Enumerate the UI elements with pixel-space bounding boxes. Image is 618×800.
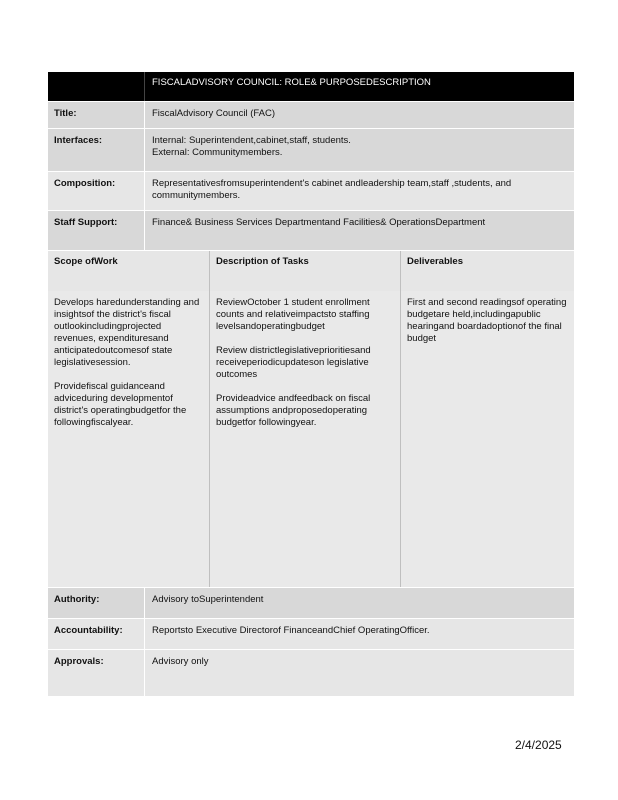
work-columns	[48, 251, 574, 587]
approvals-row	[48, 650, 574, 697]
interfaces-external: External: Communitymembers.	[152, 147, 283, 158]
approvals-value: Advisory only	[152, 656, 209, 667]
scope-header: Scope ofWork	[48, 251, 209, 291]
interfaces-internal: Internal: Superintendent,cabinet,staff, students.	[152, 135, 351, 146]
scope-column	[48, 251, 209, 587]
composition-row	[48, 172, 574, 211]
tasks-paragraph-1: ReviewOctober 1 student enrollment counts and relativeimpactsto staffing levelsandoperatingbudget	[216, 297, 370, 332]
authority-label: Authority:	[48, 588, 145, 618]
staff-support-label: Staff Support:	[48, 211, 145, 250]
deliverables-header: Deliverables	[401, 251, 574, 291]
deliverables-body	[401, 291, 574, 587]
scope-paragraph-1: Develops haredunderstanding and insightsof the district's fiscal outlookincludingprojected revenues, expendituresand anticipatedoutcomesof state legislativesession.	[54, 297, 200, 368]
staff-support-value: Finance& Business Services Departmentand Facilities& OperationsDepartment	[152, 217, 486, 228]
title-label: Title:	[48, 102, 145, 128]
authority-row	[48, 587, 574, 619]
deliverables-paragraph-1: First and second readingsof operating budgetare held,includingapublic hearingand boardadoptionof the final budget	[407, 297, 567, 344]
approvals-label: Approvals:	[48, 650, 145, 696]
tasks-header: Description of Tasks	[210, 251, 400, 291]
deliverables-column	[400, 251, 574, 587]
scope-body	[48, 291, 209, 587]
composition-label: Composition:	[48, 172, 145, 210]
staff-support-row	[48, 211, 574, 251]
footer-date: 2/4/2025	[515, 738, 562, 752]
tasks-paragraph-2: Review districtlegislativeprioritiesand receiveperiodicupdateson legislative outcomes	[216, 345, 371, 380]
header-blank-cell	[48, 72, 145, 101]
tasks-body	[210, 291, 400, 587]
tasks-paragraph-3: Provideadvice andfeedback on fiscal assumptions andproposedoperating budgetfor followingyear.	[216, 393, 371, 428]
accountability-label: Accountability:	[48, 619, 145, 649]
accountability-value: Reportsto Executive Directorof FinanceandChief OperatingOfficer.	[152, 625, 430, 636]
interfaces-value	[145, 129, 574, 171]
header-row	[48, 72, 574, 102]
role-description-table	[48, 72, 574, 697]
title-value: FiscalAdvisory Council (FAC)	[152, 108, 275, 119]
authority-value: Advisory toSuperintendent	[152, 594, 264, 605]
interfaces-row	[48, 129, 574, 172]
interfaces-label: Interfaces:	[48, 129, 145, 171]
composition-value: Representativesfromsuperintendent's cabinet andleadership team,staff ,students, and communitymembers.	[152, 178, 512, 201]
document-title: FISCALADVISORY COUNCIL: ROLE& PURPOSEDESCRIPTION	[152, 77, 431, 88]
accountability-row	[48, 619, 574, 650]
title-row	[48, 102, 574, 129]
scope-paragraph-2: Providefiscal guidanceand adviceduring developmentof district's operatingbudgetfor the followingfiscalyear.	[54, 381, 187, 428]
tasks-column	[209, 251, 400, 587]
